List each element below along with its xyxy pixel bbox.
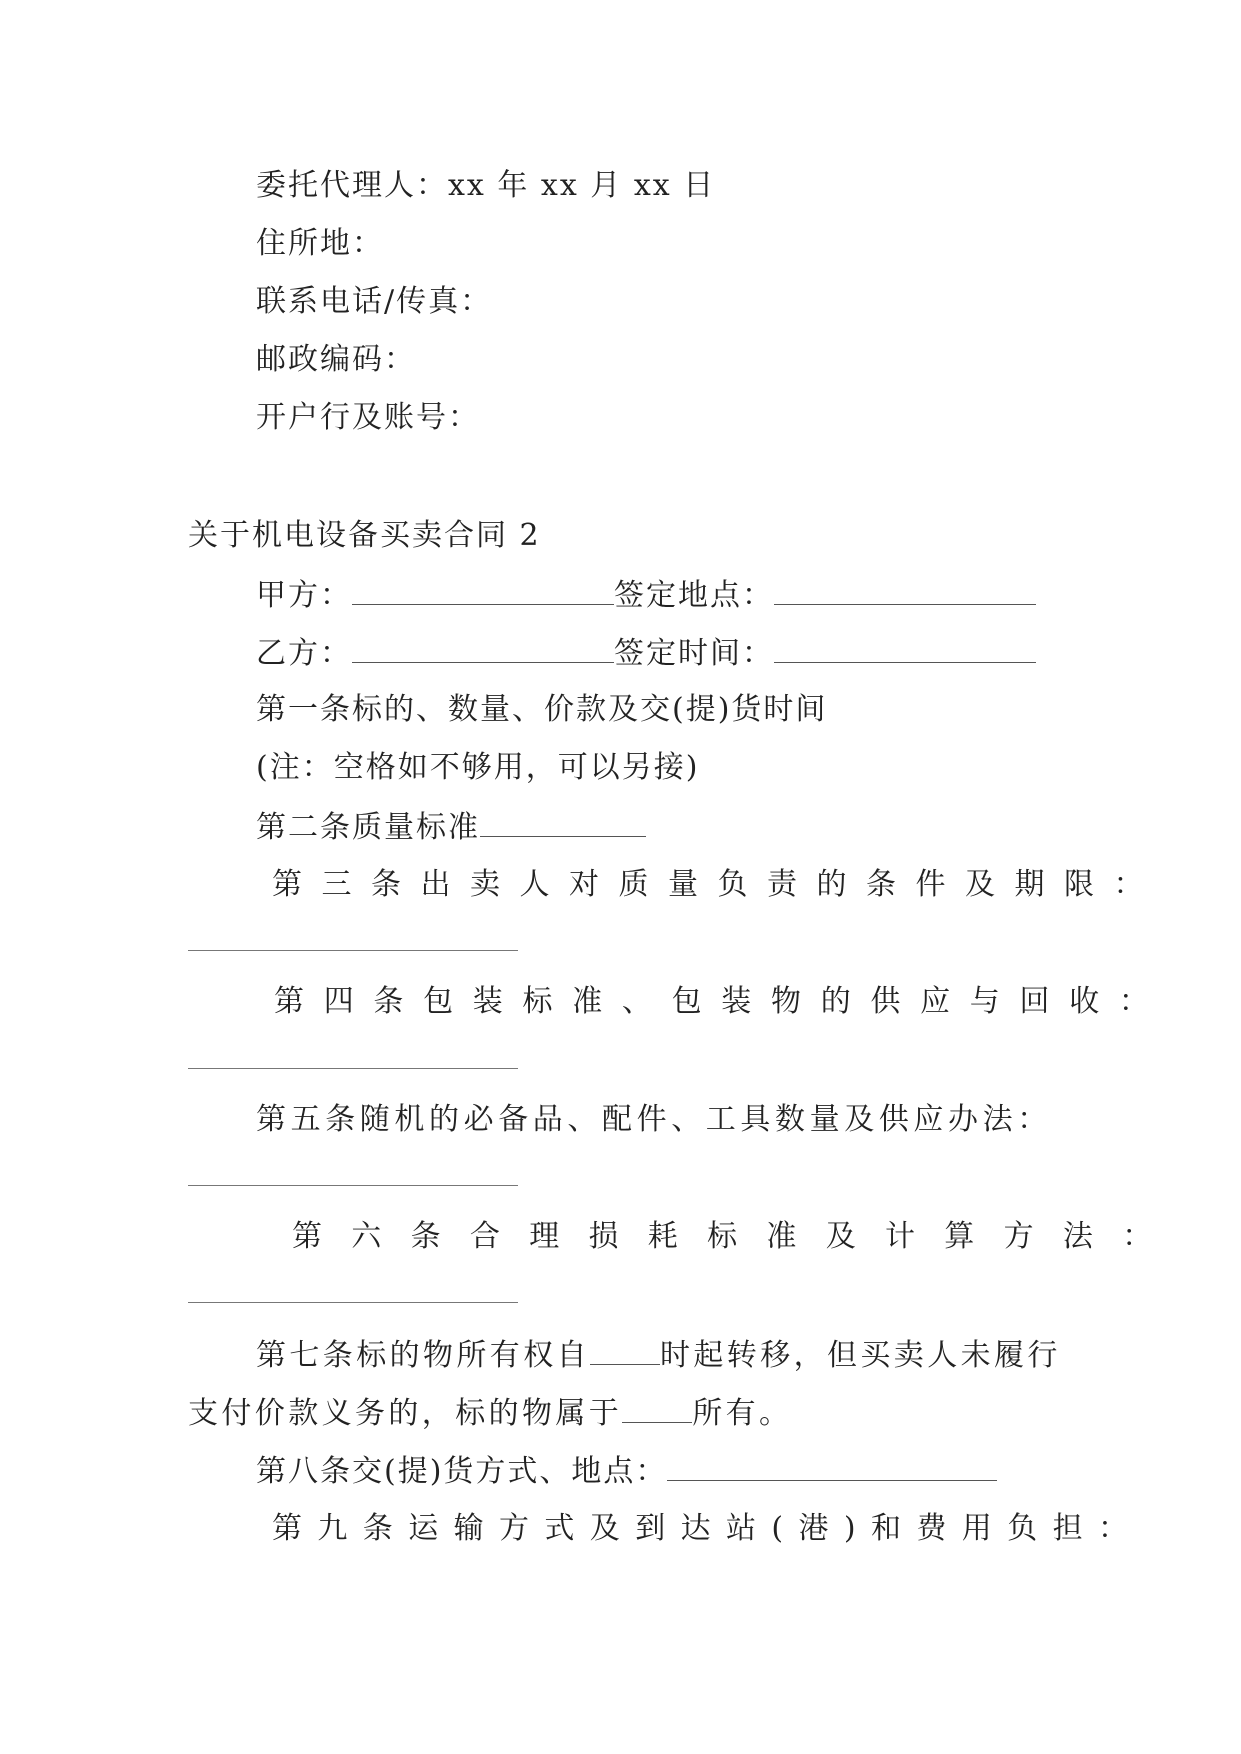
clause-1: 第一条标的、数量、价款及交(提)货时间 xyxy=(256,692,828,727)
postal-code-line: 邮政编码： xyxy=(256,342,416,377)
clause-8-row xyxy=(256,1450,997,1492)
clause-5: 第五条随机的必备品、配件、工具数量及供应办法： xyxy=(256,1102,1052,1137)
sign-time-label: 签定时间： xyxy=(614,636,774,671)
clause-3-blank xyxy=(188,950,518,951)
clause-4-blank xyxy=(188,1068,518,1069)
clause-3 xyxy=(272,865,1163,905)
agent-line: 委托代理人：xx 年 xx 月 xx 日 xyxy=(256,168,716,203)
clause-7-line-1 xyxy=(256,1334,1061,1376)
clause-7-blank-2 xyxy=(622,1392,692,1423)
party-a-row xyxy=(256,574,1036,616)
party-a-label: 甲方： xyxy=(256,578,352,613)
bank-account-line: 开户行及账号： xyxy=(256,400,480,435)
party-b-blank xyxy=(352,632,614,663)
clause-7-blank-1 xyxy=(590,1334,660,1365)
clause-2-blank xyxy=(480,806,646,837)
sign-time-blank xyxy=(774,632,1036,663)
clause-6: 第六条合理损耗标准及计算方法： xyxy=(292,1219,1182,1254)
clause-note: (注：空格如不够用，可以另接) xyxy=(256,750,700,785)
contract-title: 关于机电设备买卖合同 2 xyxy=(188,518,541,553)
clause-6-blank xyxy=(188,1302,518,1303)
clause-7-part-4: 所有。 xyxy=(692,1396,793,1431)
party-b-row xyxy=(256,632,1036,674)
party-a-blank xyxy=(352,574,614,605)
sign-place-blank xyxy=(774,574,1036,605)
clause-8: 第八条交(提)货方式、地点： xyxy=(256,1454,668,1489)
clause-5-blank xyxy=(188,1185,518,1186)
clause-3-text: 第三条出卖人对质量负责的条件及期限： xyxy=(272,867,1163,902)
sign-place-label: 签定地点： xyxy=(614,578,774,613)
clause-2-row xyxy=(256,806,646,848)
clause-9: 第九条运输方式及到达站(港)和费用负担： xyxy=(272,1511,1144,1546)
clause-2: 第二条质量标准 xyxy=(256,810,480,845)
clause-8-blank xyxy=(667,1450,997,1481)
clause-7-part-1: 第七条标的物所有权自 xyxy=(256,1338,590,1373)
address-line: 住所地： xyxy=(256,226,384,261)
clause-7-part-3: 支付价款义务的，标的物属于 xyxy=(188,1396,623,1431)
party-b-label: 乙方： xyxy=(256,636,352,671)
clause-4: 第四条包装标准、包装物的供应与回收： xyxy=(274,984,1169,1019)
clause-7-part-2: 时起转移，但买卖人未履行 xyxy=(660,1338,1061,1373)
phone-fax-line: 联系电话/传真： xyxy=(256,284,493,319)
clause-7-line-2 xyxy=(188,1392,792,1434)
